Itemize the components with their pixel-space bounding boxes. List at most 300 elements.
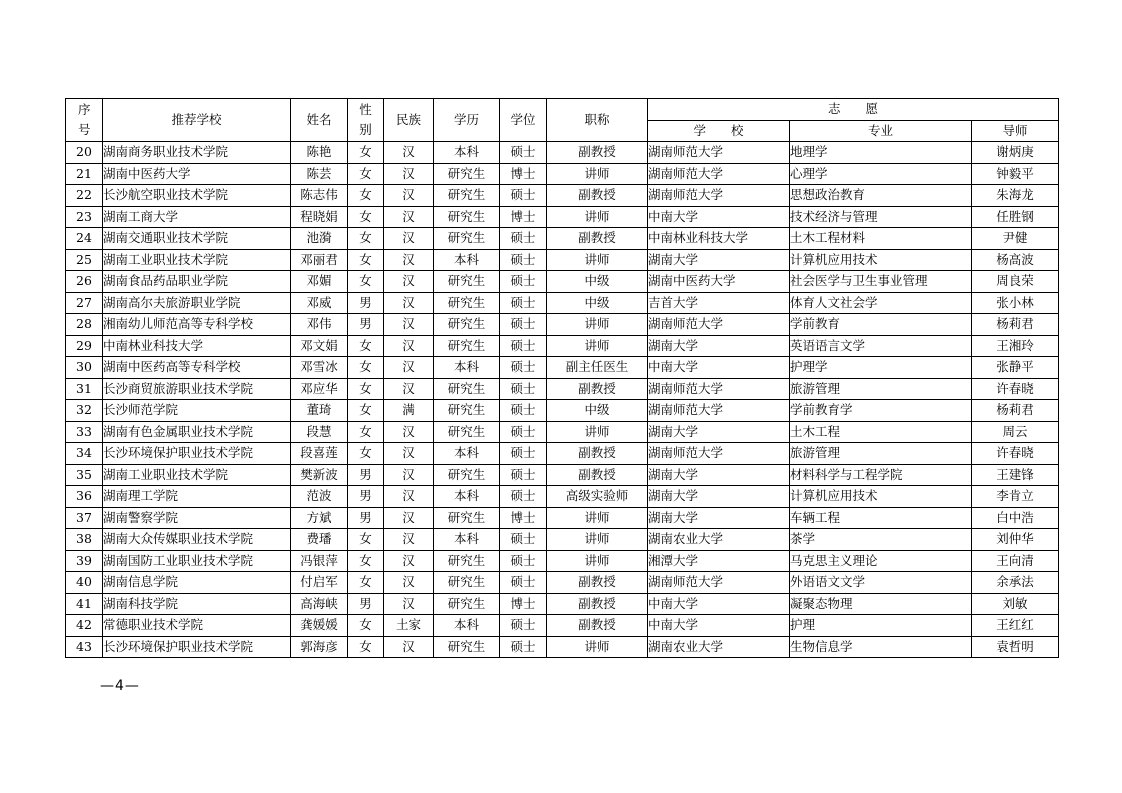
table-row <box>66 486 1059 508</box>
cell-title: 副教授 <box>547 228 648 250</box>
cell-vol-advisor: 王红红 <box>972 615 1059 637</box>
cell-ethnicity: 汉 <box>384 507 434 529</box>
cell-vol-advisor: 张小林 <box>972 292 1059 314</box>
cell-school: 湖南商务职业技术学院 <box>103 142 291 164</box>
cell-education: 研究生 <box>434 421 500 443</box>
cell-vol-advisor: 谢炳庚 <box>972 142 1059 164</box>
cell-title: 副教授 <box>547 572 648 594</box>
cell-title: 讲师 <box>547 163 648 185</box>
cell-degree: 博士 <box>500 206 547 228</box>
cell-degree: 硕士 <box>500 314 547 336</box>
cell-name: 邓媚 <box>291 271 348 293</box>
cell-degree: 博士 <box>500 163 547 185</box>
table-body <box>66 142 1059 658</box>
cell-education: 本科 <box>434 357 500 379</box>
cell-degree: 硕士 <box>500 529 547 551</box>
cell-vol-major: 土木工程材料 <box>790 228 972 250</box>
cell-education: 研究生 <box>434 314 500 336</box>
header-volunteer: 志 愿 <box>648 99 1059 121</box>
cell-vol-advisor: 任胜钢 <box>972 206 1059 228</box>
cell-title: 副教授 <box>547 378 648 400</box>
table-row <box>66 185 1059 207</box>
cell-school: 长沙商贸旅游职业技术学院 <box>103 378 291 400</box>
cell-gender: 女 <box>348 142 384 164</box>
recommendation-table <box>65 98 1059 658</box>
cell-gender: 女 <box>348 572 384 594</box>
cell-vol-major: 凝聚态物理 <box>790 593 972 615</box>
cell-gender: 女 <box>348 615 384 637</box>
cell-education: 研究生 <box>434 593 500 615</box>
cell-vol-school: 湖南农业大学 <box>648 529 790 551</box>
cell-gender: 女 <box>348 421 384 443</box>
cell-title: 副教授 <box>547 185 648 207</box>
cell-name: 龚媛媛 <box>291 615 348 637</box>
cell-ethnicity: 汉 <box>384 142 434 164</box>
cell-vol-advisor: 王湘玲 <box>972 335 1059 357</box>
cell-ethnicity: 满 <box>384 400 434 422</box>
table-row <box>66 400 1059 422</box>
cell-vol-major: 计算机应用技术 <box>790 249 972 271</box>
cell-degree: 硕士 <box>500 400 547 422</box>
cell-vol-advisor: 刘仲华 <box>972 529 1059 551</box>
cell-vol-advisor: 钟毅平 <box>972 163 1059 185</box>
cell-vol-school: 中南大学 <box>648 357 790 379</box>
cell-ethnicity: 汉 <box>384 421 434 443</box>
cell-gender: 女 <box>348 400 384 422</box>
cell-ethnicity: 汉 <box>384 163 434 185</box>
cell-school: 长沙航空职业技术学院 <box>103 185 291 207</box>
cell-vol-advisor: 杨莉君 <box>972 400 1059 422</box>
cell-gender: 女 <box>348 529 384 551</box>
cell-name: 董琦 <box>291 400 348 422</box>
table-row <box>66 378 1059 400</box>
cell-seq: 27 <box>66 292 103 314</box>
cell-seq: 40 <box>66 572 103 594</box>
cell-gender: 女 <box>348 335 384 357</box>
cell-school: 湖南理工学院 <box>103 486 291 508</box>
cell-vol-major: 学前教育学 <box>790 400 972 422</box>
cell-education: 本科 <box>434 615 500 637</box>
cell-name: 付启军 <box>291 572 348 594</box>
cell-vol-major: 社会医学与卫生事业管理 <box>790 271 972 293</box>
cell-education: 本科 <box>434 529 500 551</box>
table-row <box>66 443 1059 465</box>
cell-education: 本科 <box>434 142 500 164</box>
cell-school: 长沙师范学院 <box>103 400 291 422</box>
cell-ethnicity: 汉 <box>384 206 434 228</box>
cell-gender: 男 <box>348 464 384 486</box>
cell-name: 段慧 <box>291 421 348 443</box>
cell-seq: 31 <box>66 378 103 400</box>
cell-education: 研究生 <box>434 636 500 658</box>
cell-ethnicity: 汉 <box>384 464 434 486</box>
cell-title: 副教授 <box>547 464 648 486</box>
cell-education: 研究生 <box>434 185 500 207</box>
cell-vol-major: 旅游管理 <box>790 378 972 400</box>
cell-education: 研究生 <box>434 271 500 293</box>
cell-vol-major: 土木工程 <box>790 421 972 443</box>
cell-vol-major: 技术经济与管理 <box>790 206 972 228</box>
cell-name: 邓伟 <box>291 314 348 336</box>
cell-vol-major: 旅游管理 <box>790 443 972 465</box>
cell-ethnicity: 汉 <box>384 593 434 615</box>
table-row <box>66 529 1059 551</box>
cell-vol-advisor: 余承法 <box>972 572 1059 594</box>
cell-seq: 28 <box>66 314 103 336</box>
cell-vol-major: 心理学 <box>790 163 972 185</box>
cell-vol-major: 计算机应用技术 <box>790 486 972 508</box>
cell-vol-advisor: 许春晓 <box>972 378 1059 400</box>
cell-seq: 23 <box>66 206 103 228</box>
cell-seq: 37 <box>66 507 103 529</box>
table-row <box>66 464 1059 486</box>
cell-education: 研究生 <box>434 378 500 400</box>
cell-gender: 女 <box>348 249 384 271</box>
cell-title: 讲师 <box>547 314 648 336</box>
cell-school: 湘南幼儿师范高等专科学校 <box>103 314 291 336</box>
cell-vol-major: 体育人文社会学 <box>790 292 972 314</box>
table-row <box>66 335 1059 357</box>
cell-vol-school: 中南大学 <box>648 593 790 615</box>
cell-title: 副教授 <box>547 142 648 164</box>
cell-ethnicity: 汉 <box>384 378 434 400</box>
cell-vol-advisor: 王建锋 <box>972 464 1059 486</box>
cell-gender: 男 <box>348 593 384 615</box>
cell-ethnicity: 汉 <box>384 335 434 357</box>
table-row <box>66 249 1059 271</box>
cell-title: 副教授 <box>547 593 648 615</box>
header-vol-school: 学 校 <box>648 120 790 142</box>
cell-gender: 女 <box>348 550 384 572</box>
cell-seq: 29 <box>66 335 103 357</box>
cell-vol-school: 湖南中医药大学 <box>648 271 790 293</box>
header-title: 职称 <box>547 99 648 142</box>
cell-degree: 硕士 <box>500 185 547 207</box>
cell-school: 中南林业科技大学 <box>103 335 291 357</box>
header-gender: 性别 <box>348 99 384 142</box>
cell-vol-advisor: 刘敏 <box>972 593 1059 615</box>
cell-vol-major: 英语语言文学 <box>790 335 972 357</box>
cell-vol-school: 湖南师范大学 <box>648 400 790 422</box>
cell-ethnicity: 汉 <box>384 357 434 379</box>
cell-name: 陈志伟 <box>291 185 348 207</box>
cell-name: 邓文娟 <box>291 335 348 357</box>
cell-vol-major: 外语语文文学 <box>790 572 972 594</box>
cell-degree: 硕士 <box>500 271 547 293</box>
cell-name: 范波 <box>291 486 348 508</box>
cell-vol-school: 中南林业科技大学 <box>648 228 790 250</box>
cell-vol-advisor: 许春晓 <box>972 443 1059 465</box>
cell-degree: 硕士 <box>500 550 547 572</box>
cell-degree: 博士 <box>500 507 547 529</box>
cell-gender: 男 <box>348 507 384 529</box>
cell-title: 副主任医生 <box>547 357 648 379</box>
cell-seq: 21 <box>66 163 103 185</box>
cell-degree: 硕士 <box>500 486 547 508</box>
cell-gender: 女 <box>348 163 384 185</box>
cell-vol-advisor: 尹健 <box>972 228 1059 250</box>
cell-vol-advisor: 白中浩 <box>972 507 1059 529</box>
cell-school: 湖南高尔夫旅游职业学院 <box>103 292 291 314</box>
cell-vol-advisor: 周云 <box>972 421 1059 443</box>
header-degree: 学位 <box>500 99 547 142</box>
cell-vol-school: 湖南师范大学 <box>648 185 790 207</box>
cell-seq: 33 <box>66 421 103 443</box>
cell-vol-advisor: 朱海龙 <box>972 185 1059 207</box>
cell-title: 讲师 <box>547 249 648 271</box>
cell-vol-advisor: 张静平 <box>972 357 1059 379</box>
cell-ethnicity: 汉 <box>384 529 434 551</box>
cell-name: 郭海彦 <box>291 636 348 658</box>
cell-school: 湖南食品药品职业学院 <box>103 271 291 293</box>
cell-degree: 硕士 <box>500 292 547 314</box>
cell-degree: 硕士 <box>500 464 547 486</box>
cell-gender: 男 <box>348 486 384 508</box>
cell-name: 池漪 <box>291 228 348 250</box>
table-header <box>66 99 1059 142</box>
page-number: —4— <box>100 678 140 694</box>
cell-gender: 女 <box>348 357 384 379</box>
cell-name: 陈艳 <box>291 142 348 164</box>
cell-vol-advisor: 王向清 <box>972 550 1059 572</box>
cell-vol-major: 学前教育 <box>790 314 972 336</box>
cell-school: 湖南信息学院 <box>103 572 291 594</box>
cell-title: 讲师 <box>547 507 648 529</box>
cell-ethnicity: 汉 <box>384 292 434 314</box>
cell-degree: 硕士 <box>500 615 547 637</box>
cell-seq: 43 <box>66 636 103 658</box>
cell-title: 副教授 <box>547 443 648 465</box>
cell-school: 湖南科技学院 <box>103 593 291 615</box>
cell-ethnicity: 汉 <box>384 228 434 250</box>
table-row <box>66 206 1059 228</box>
cell-name: 邓雪冰 <box>291 357 348 379</box>
cell-seq: 20 <box>66 142 103 164</box>
cell-name: 高海峡 <box>291 593 348 615</box>
cell-seq: 36 <box>66 486 103 508</box>
cell-degree: 硕士 <box>500 421 547 443</box>
cell-gender: 女 <box>348 443 384 465</box>
cell-vol-major: 地理学 <box>790 142 972 164</box>
cell-ethnicity: 汉 <box>384 636 434 658</box>
cell-school: 长沙环境保护职业技术学院 <box>103 636 291 658</box>
header-ethnicity: 民族 <box>384 99 434 142</box>
cell-seq: 34 <box>66 443 103 465</box>
cell-title: 讲师 <box>547 550 648 572</box>
table-row <box>66 615 1059 637</box>
cell-name: 樊新波 <box>291 464 348 486</box>
cell-seq: 24 <box>66 228 103 250</box>
cell-name: 方斌 <box>291 507 348 529</box>
cell-degree: 硕士 <box>500 357 547 379</box>
cell-seq: 30 <box>66 357 103 379</box>
cell-ethnicity: 汉 <box>384 486 434 508</box>
cell-school: 长沙环境保护职业技术学院 <box>103 443 291 465</box>
cell-seq: 41 <box>66 593 103 615</box>
cell-name: 冯银萍 <box>291 550 348 572</box>
cell-vol-school: 中南大学 <box>648 615 790 637</box>
cell-vol-advisor: 周良荣 <box>972 271 1059 293</box>
cell-school: 常德职业技术学院 <box>103 615 291 637</box>
cell-vol-advisor: 李肯立 <box>972 486 1059 508</box>
cell-title: 中级 <box>547 400 648 422</box>
cell-education: 研究生 <box>434 335 500 357</box>
cell-education: 研究生 <box>434 400 500 422</box>
cell-ethnicity: 汉 <box>384 572 434 594</box>
cell-school: 湖南中医药高等专科学校 <box>103 357 291 379</box>
cell-degree: 硕士 <box>500 142 547 164</box>
header-name: 姓名 <box>291 99 348 142</box>
cell-vol-major: 车辆工程 <box>790 507 972 529</box>
cell-school: 湖南工业职业技术学院 <box>103 464 291 486</box>
cell-school: 湖南警察学院 <box>103 507 291 529</box>
cell-ethnicity: 汉 <box>384 271 434 293</box>
cell-name: 邓丽君 <box>291 249 348 271</box>
cell-school: 湖南工商大学 <box>103 206 291 228</box>
cell-title: 中级 <box>547 292 648 314</box>
cell-gender: 女 <box>348 271 384 293</box>
cell-vol-school: 湖南师范大学 <box>648 163 790 185</box>
cell-title: 讲师 <box>547 529 648 551</box>
cell-ethnicity: 土家 <box>384 615 434 637</box>
cell-education: 研究生 <box>434 228 500 250</box>
cell-name: 邓应华 <box>291 378 348 400</box>
cell-vol-school: 湖南大学 <box>648 507 790 529</box>
cell-school: 湖南国防工业职业技术学院 <box>103 550 291 572</box>
cell-school: 湖南工业职业技术学院 <box>103 249 291 271</box>
cell-vol-school: 湖南大学 <box>648 421 790 443</box>
cell-vol-advisor: 杨高波 <box>972 249 1059 271</box>
table-row <box>66 507 1059 529</box>
cell-degree: 硕士 <box>500 378 547 400</box>
cell-vol-school: 中南大学 <box>648 206 790 228</box>
table-row <box>66 357 1059 379</box>
cell-ethnicity: 汉 <box>384 314 434 336</box>
cell-degree: 硕士 <box>500 335 547 357</box>
cell-school: 湖南中医药大学 <box>103 163 291 185</box>
cell-seq: 22 <box>66 185 103 207</box>
table-row <box>66 292 1059 314</box>
cell-gender: 女 <box>348 636 384 658</box>
cell-school: 湖南有色金属职业技术学院 <box>103 421 291 443</box>
table-row <box>66 163 1059 185</box>
table-row <box>66 271 1059 293</box>
cell-ethnicity: 汉 <box>384 249 434 271</box>
table-row <box>66 228 1059 250</box>
cell-vol-school: 湘潭大学 <box>648 550 790 572</box>
cell-degree: 博士 <box>500 593 547 615</box>
cell-gender: 女 <box>348 206 384 228</box>
table-row <box>66 421 1059 443</box>
cell-gender: 女 <box>348 228 384 250</box>
cell-education: 研究生 <box>434 550 500 572</box>
cell-degree: 硕士 <box>500 228 547 250</box>
cell-title: 高级实验师 <box>547 486 648 508</box>
table-row <box>66 550 1059 572</box>
cell-title: 讲师 <box>547 636 648 658</box>
cell-title: 讲师 <box>547 206 648 228</box>
cell-vol-school: 湖南农业大学 <box>648 636 790 658</box>
cell-seq: 32 <box>66 400 103 422</box>
cell-seq: 25 <box>66 249 103 271</box>
cell-vol-school: 湖南大学 <box>648 249 790 271</box>
cell-education: 本科 <box>434 486 500 508</box>
header-vol-advisor: 导师 <box>972 120 1059 142</box>
cell-vol-school: 湖南大学 <box>648 486 790 508</box>
cell-gender: 男 <box>348 292 384 314</box>
cell-ethnicity: 汉 <box>384 185 434 207</box>
cell-title: 讲师 <box>547 421 648 443</box>
cell-vol-major: 材料科学与工程学院 <box>790 464 972 486</box>
table-row <box>66 314 1059 336</box>
cell-vol-school: 湖南师范大学 <box>648 572 790 594</box>
cell-name: 邓威 <box>291 292 348 314</box>
cell-vol-major: 马克思主义理论 <box>790 550 972 572</box>
cell-ethnicity: 汉 <box>384 443 434 465</box>
cell-vol-major: 生物信息学 <box>790 636 972 658</box>
cell-school: 湖南大众传媒职业技术学院 <box>103 529 291 551</box>
table-row <box>66 572 1059 594</box>
cell-vol-school: 湖南师范大学 <box>648 142 790 164</box>
cell-seq: 35 <box>66 464 103 486</box>
cell-education: 研究生 <box>434 292 500 314</box>
cell-degree: 硕士 <box>500 636 547 658</box>
cell-title: 讲师 <box>547 335 648 357</box>
header-education: 学历 <box>434 99 500 142</box>
cell-vol-school: 湖南师范大学 <box>648 378 790 400</box>
cell-gender: 男 <box>348 314 384 336</box>
cell-degree: 硕士 <box>500 249 547 271</box>
cell-education: 本科 <box>434 443 500 465</box>
cell-seq: 38 <box>66 529 103 551</box>
cell-title: 副教授 <box>547 615 648 637</box>
cell-gender: 女 <box>348 378 384 400</box>
cell-education: 研究生 <box>434 507 500 529</box>
header-vol-major: 专业 <box>790 120 972 142</box>
cell-vol-school: 湖南师范大学 <box>648 443 790 465</box>
cell-vol-school: 吉首大学 <box>648 292 790 314</box>
cell-vol-advisor: 杨莉君 <box>972 314 1059 336</box>
table-row <box>66 142 1059 164</box>
cell-vol-advisor: 袁哲明 <box>972 636 1059 658</box>
cell-seq: 26 <box>66 271 103 293</box>
cell-vol-major: 护理学 <box>790 357 972 379</box>
cell-education: 本科 <box>434 249 500 271</box>
cell-education: 研究生 <box>434 163 500 185</box>
cell-degree: 硕士 <box>500 572 547 594</box>
cell-education: 研究生 <box>434 206 500 228</box>
cell-vol-school: 湖南大学 <box>648 464 790 486</box>
cell-vol-major: 护理 <box>790 615 972 637</box>
cell-vol-major: 茶学 <box>790 529 972 551</box>
cell-vol-school: 湖南大学 <box>648 335 790 357</box>
header-school: 推荐学校 <box>103 99 291 142</box>
header-seq: 序号 <box>66 99 103 142</box>
cell-vol-school: 湖南师范大学 <box>648 314 790 336</box>
cell-education: 研究生 <box>434 572 500 594</box>
cell-degree: 硕士 <box>500 443 547 465</box>
cell-education: 研究生 <box>434 464 500 486</box>
cell-vol-major: 思想政治教育 <box>790 185 972 207</box>
cell-title: 中级 <box>547 271 648 293</box>
table-row <box>66 593 1059 615</box>
cell-name: 段喜莲 <box>291 443 348 465</box>
table-row <box>66 636 1059 658</box>
cell-name: 程晓娟 <box>291 206 348 228</box>
cell-name: 陈芸 <box>291 163 348 185</box>
cell-seq: 39 <box>66 550 103 572</box>
cell-school: 湖南交通职业技术学院 <box>103 228 291 250</box>
